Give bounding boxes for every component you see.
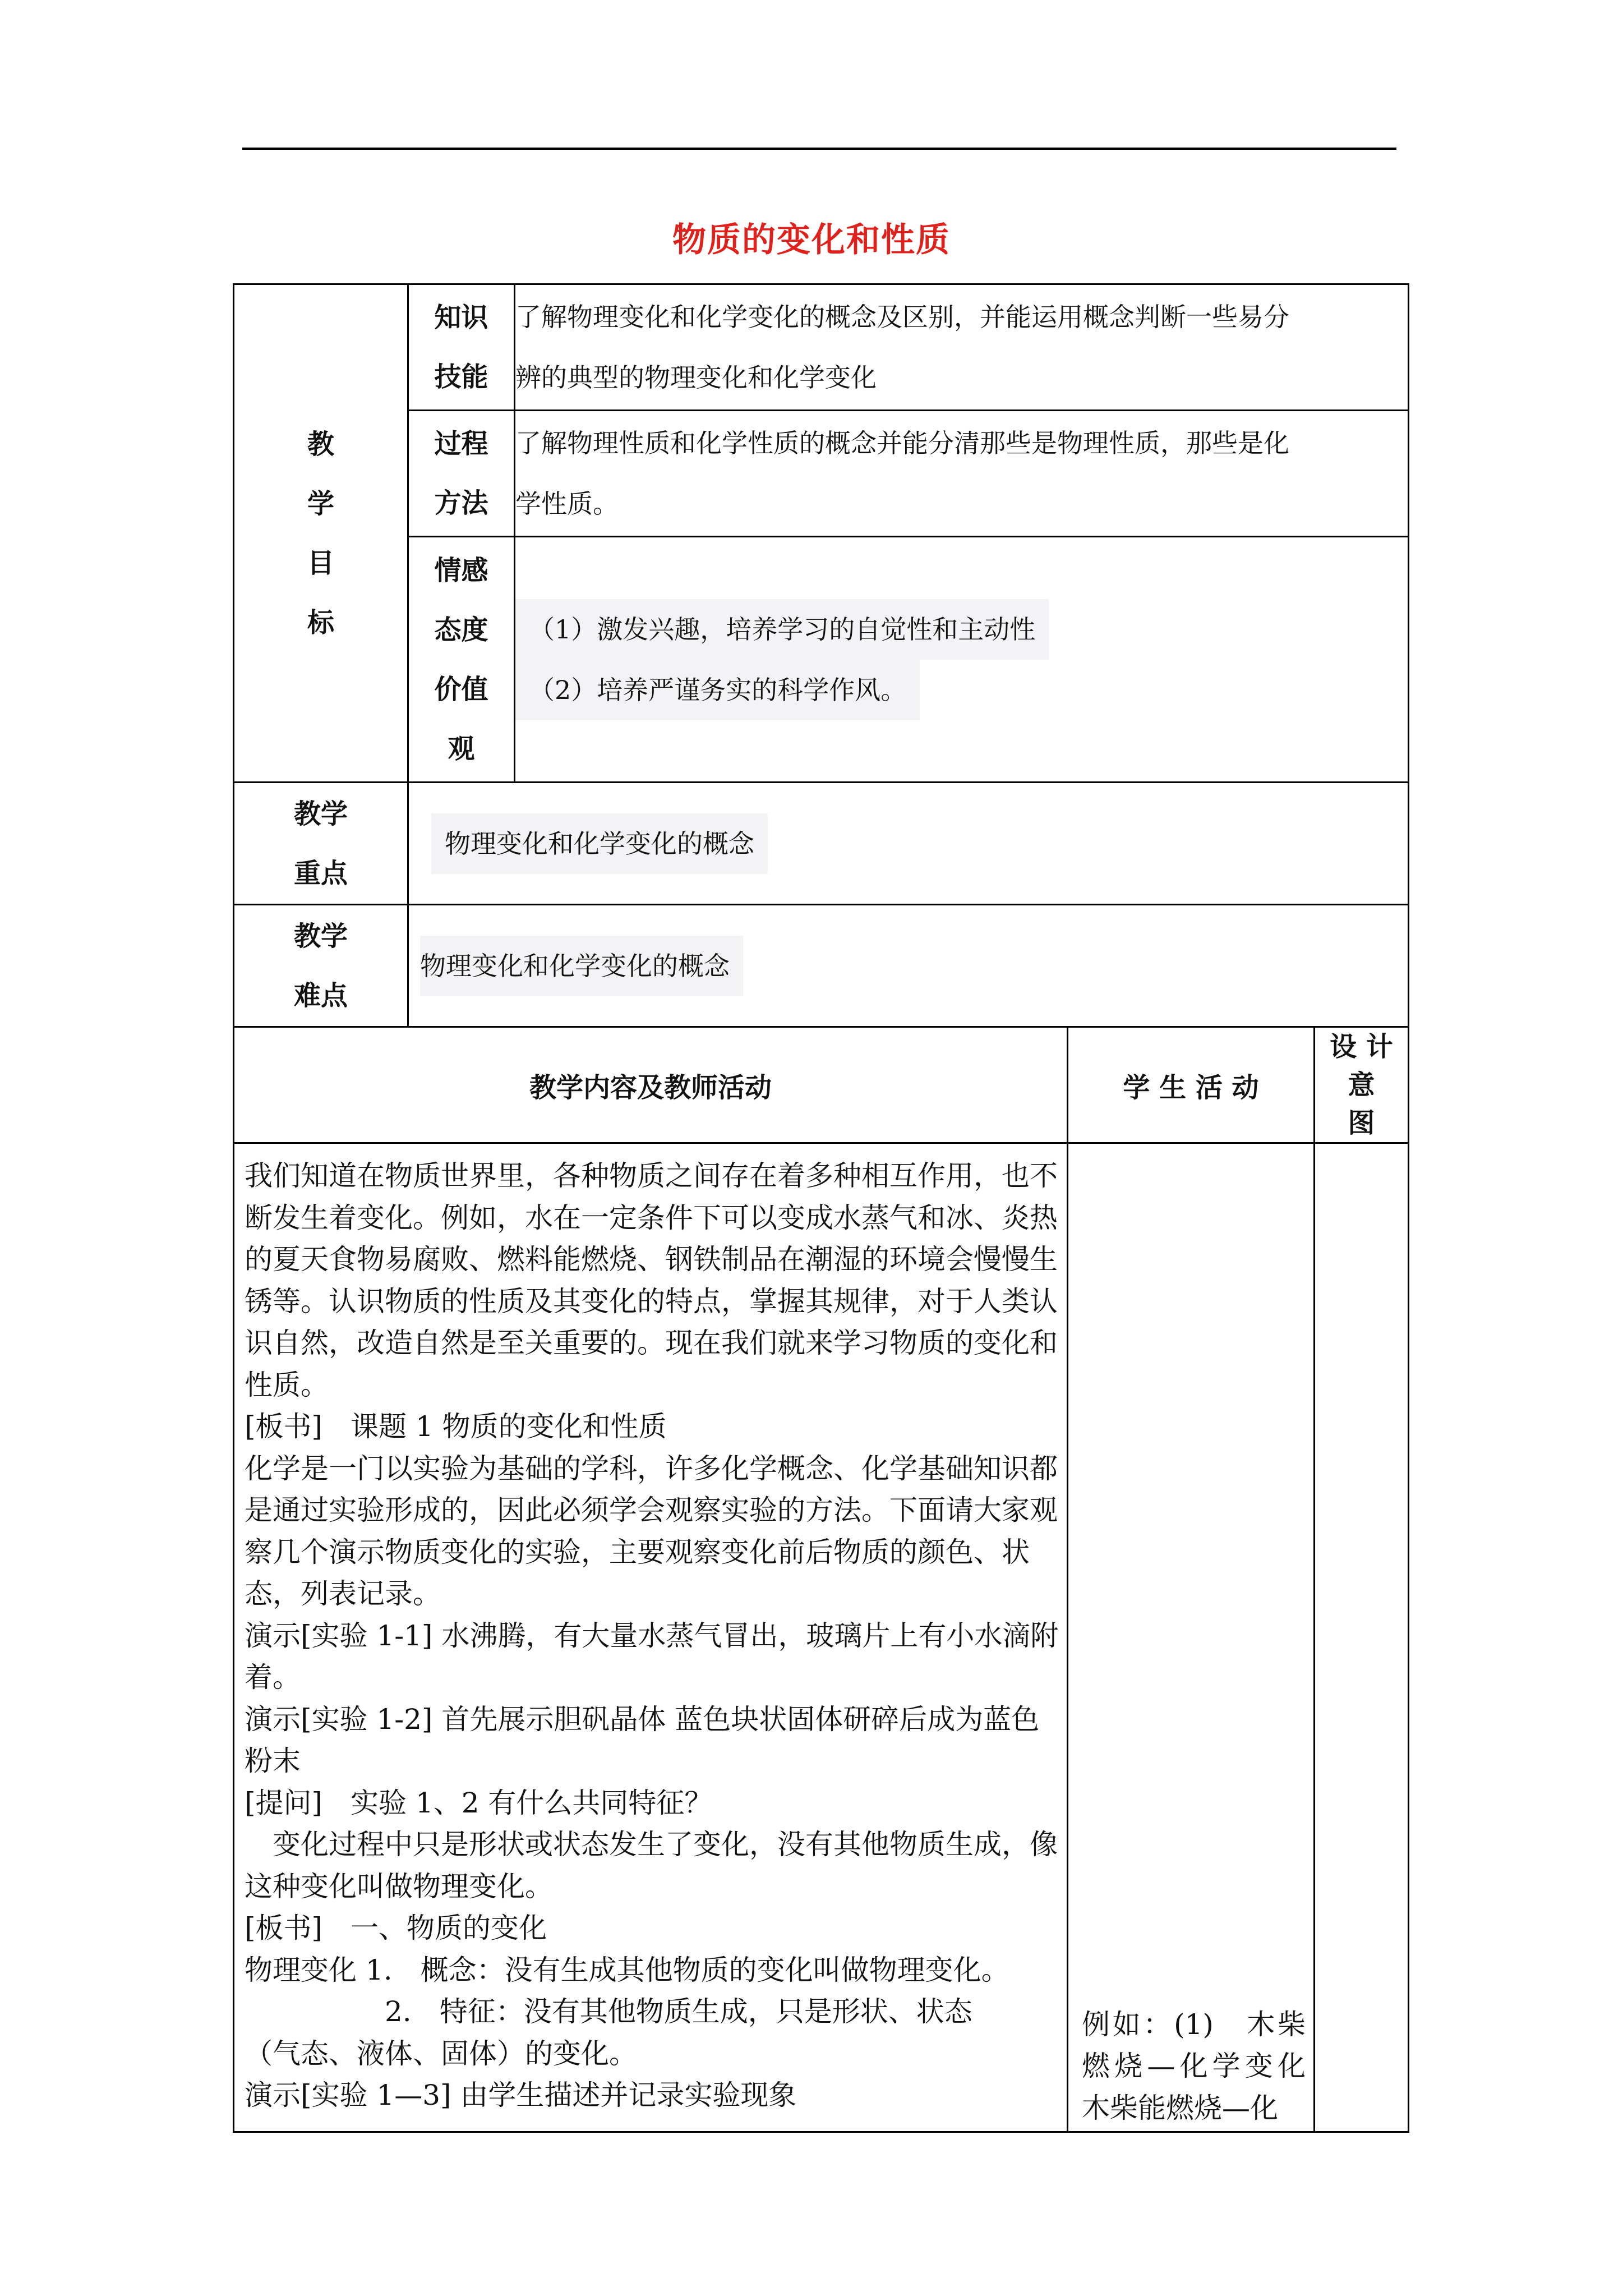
objective-sub-label: 情感 态度 价值 观 [408, 537, 515, 783]
paragraph: [提问] 实验 1、2 有什么共同特征？ [245, 1786, 713, 1819]
column-header-design: 设 计 意 图 [1315, 1027, 1409, 1143]
paragraph: 演示[实验 1—3] 由学生描述并记录实验现象 [245, 2079, 797, 2111]
difficulty-text: 物理变化和化学变化的概念 [408, 905, 1409, 1027]
paragraph: [板书] 一、物质的变化 [245, 1912, 547, 1944]
paragraph: 化学是一门以实验为基础的学科，许多化学概念、化学基础知识都是通过实验形成的，因此必须学会观察实验的方法。下面请大家观察几个演示物质变化的实验，主要观察变化前后物质的颜色、状态，列表记录。 [245, 1452, 1058, 1610]
paragraph: 我们知道在物质世界里，各种物质之间存在着多种相互作用，也不断发生着变化。例如，水在一定条件下可以变成水蒸气和冰、炎热的夏天食物易腐败、燃料能燃烧、钢铁制品在潮湿的环境会慢慢生锈等。认识物质的性质及其变化的特点，掌握其规律，对于人类认识自然，改造自然是至关重要的。现在我们就来学习物质的变化和性质。 [245, 1159, 1058, 1401]
paragraph: 变化过程中只是形状或状态发生了变化，没有其他物质生成，像这种变化叫做物理变化。 [245, 1828, 1058, 1903]
objective-row-process [234, 411, 1409, 537]
objective-sub-label: 过程 方法 [408, 411, 515, 537]
page-title: 物质的变化和性质 [672, 220, 951, 260]
difficulty-row [234, 905, 1409, 1027]
paragraph: 演示[实验 1-2] 首先展示胆矾晶体 蓝色块状固体研碎后成为蓝色粉末 [245, 1703, 1040, 1777]
student-activity: 例如：(1) 木柴燃烧—化学变化木柴能燃烧—化 [1068, 1143, 1315, 2132]
column-header-row [234, 1027, 1409, 1143]
objective-text: 了解物理性质和化学性质的概念并能分清那些是物理性质，那些是化 学性质。 [515, 411, 1409, 537]
objectives-label: 教 学 目 标 [234, 284, 408, 783]
paragraph: （气态、液体、固体）的变化。 [245, 2037, 637, 2070]
column-header-teacher: 教学内容及教师活动 [234, 1027, 1068, 1143]
objective-sub-label: 知识 技能 [408, 284, 515, 411]
header-rule [242, 148, 1396, 150]
teacher-content [234, 1143, 1068, 2132]
objective-text: （1）激发兴趣，培养学习的自觉性和主动性 （2）培养严谨务实的科学作风。 [515, 537, 1409, 783]
column-header-student: 学 生 活 动 [1068, 1027, 1315, 1143]
focus-text: 物理变化和化学变化的概念 [408, 783, 1409, 905]
objective-row-knowledge [234, 284, 1409, 411]
focus-label: 教学 重点 [234, 783, 408, 905]
paragraph: 演示[实验 1-1] 水沸腾，有大量水蒸气冒出，玻璃片上有小水滴附着。 [245, 1619, 1059, 1694]
objective-row-attitude [234, 537, 1409, 783]
difficulty-label: 教学 难点 [234, 905, 408, 1027]
focus-row [234, 783, 1409, 905]
paragraph: 物理变化 1. 概念：没有生成其他物质的变化叫做物理变化。 [245, 1953, 1009, 1986]
paragraph: 2. 特征：没有其他物质生成，只是形状、状态 [385, 1995, 972, 2028]
objective-text: 了解物理变化和化学变化的概念及区别，并能运用概念判断一些易分 辨的典型的物理变化和化学变化 [515, 284, 1409, 411]
design-intent [1315, 1143, 1409, 2132]
content-row [234, 1143, 1409, 2132]
lesson-plan-table [233, 283, 1409, 2133]
paragraph: [板书] 课题 1 物质的变化和性质 [245, 1410, 667, 1443]
